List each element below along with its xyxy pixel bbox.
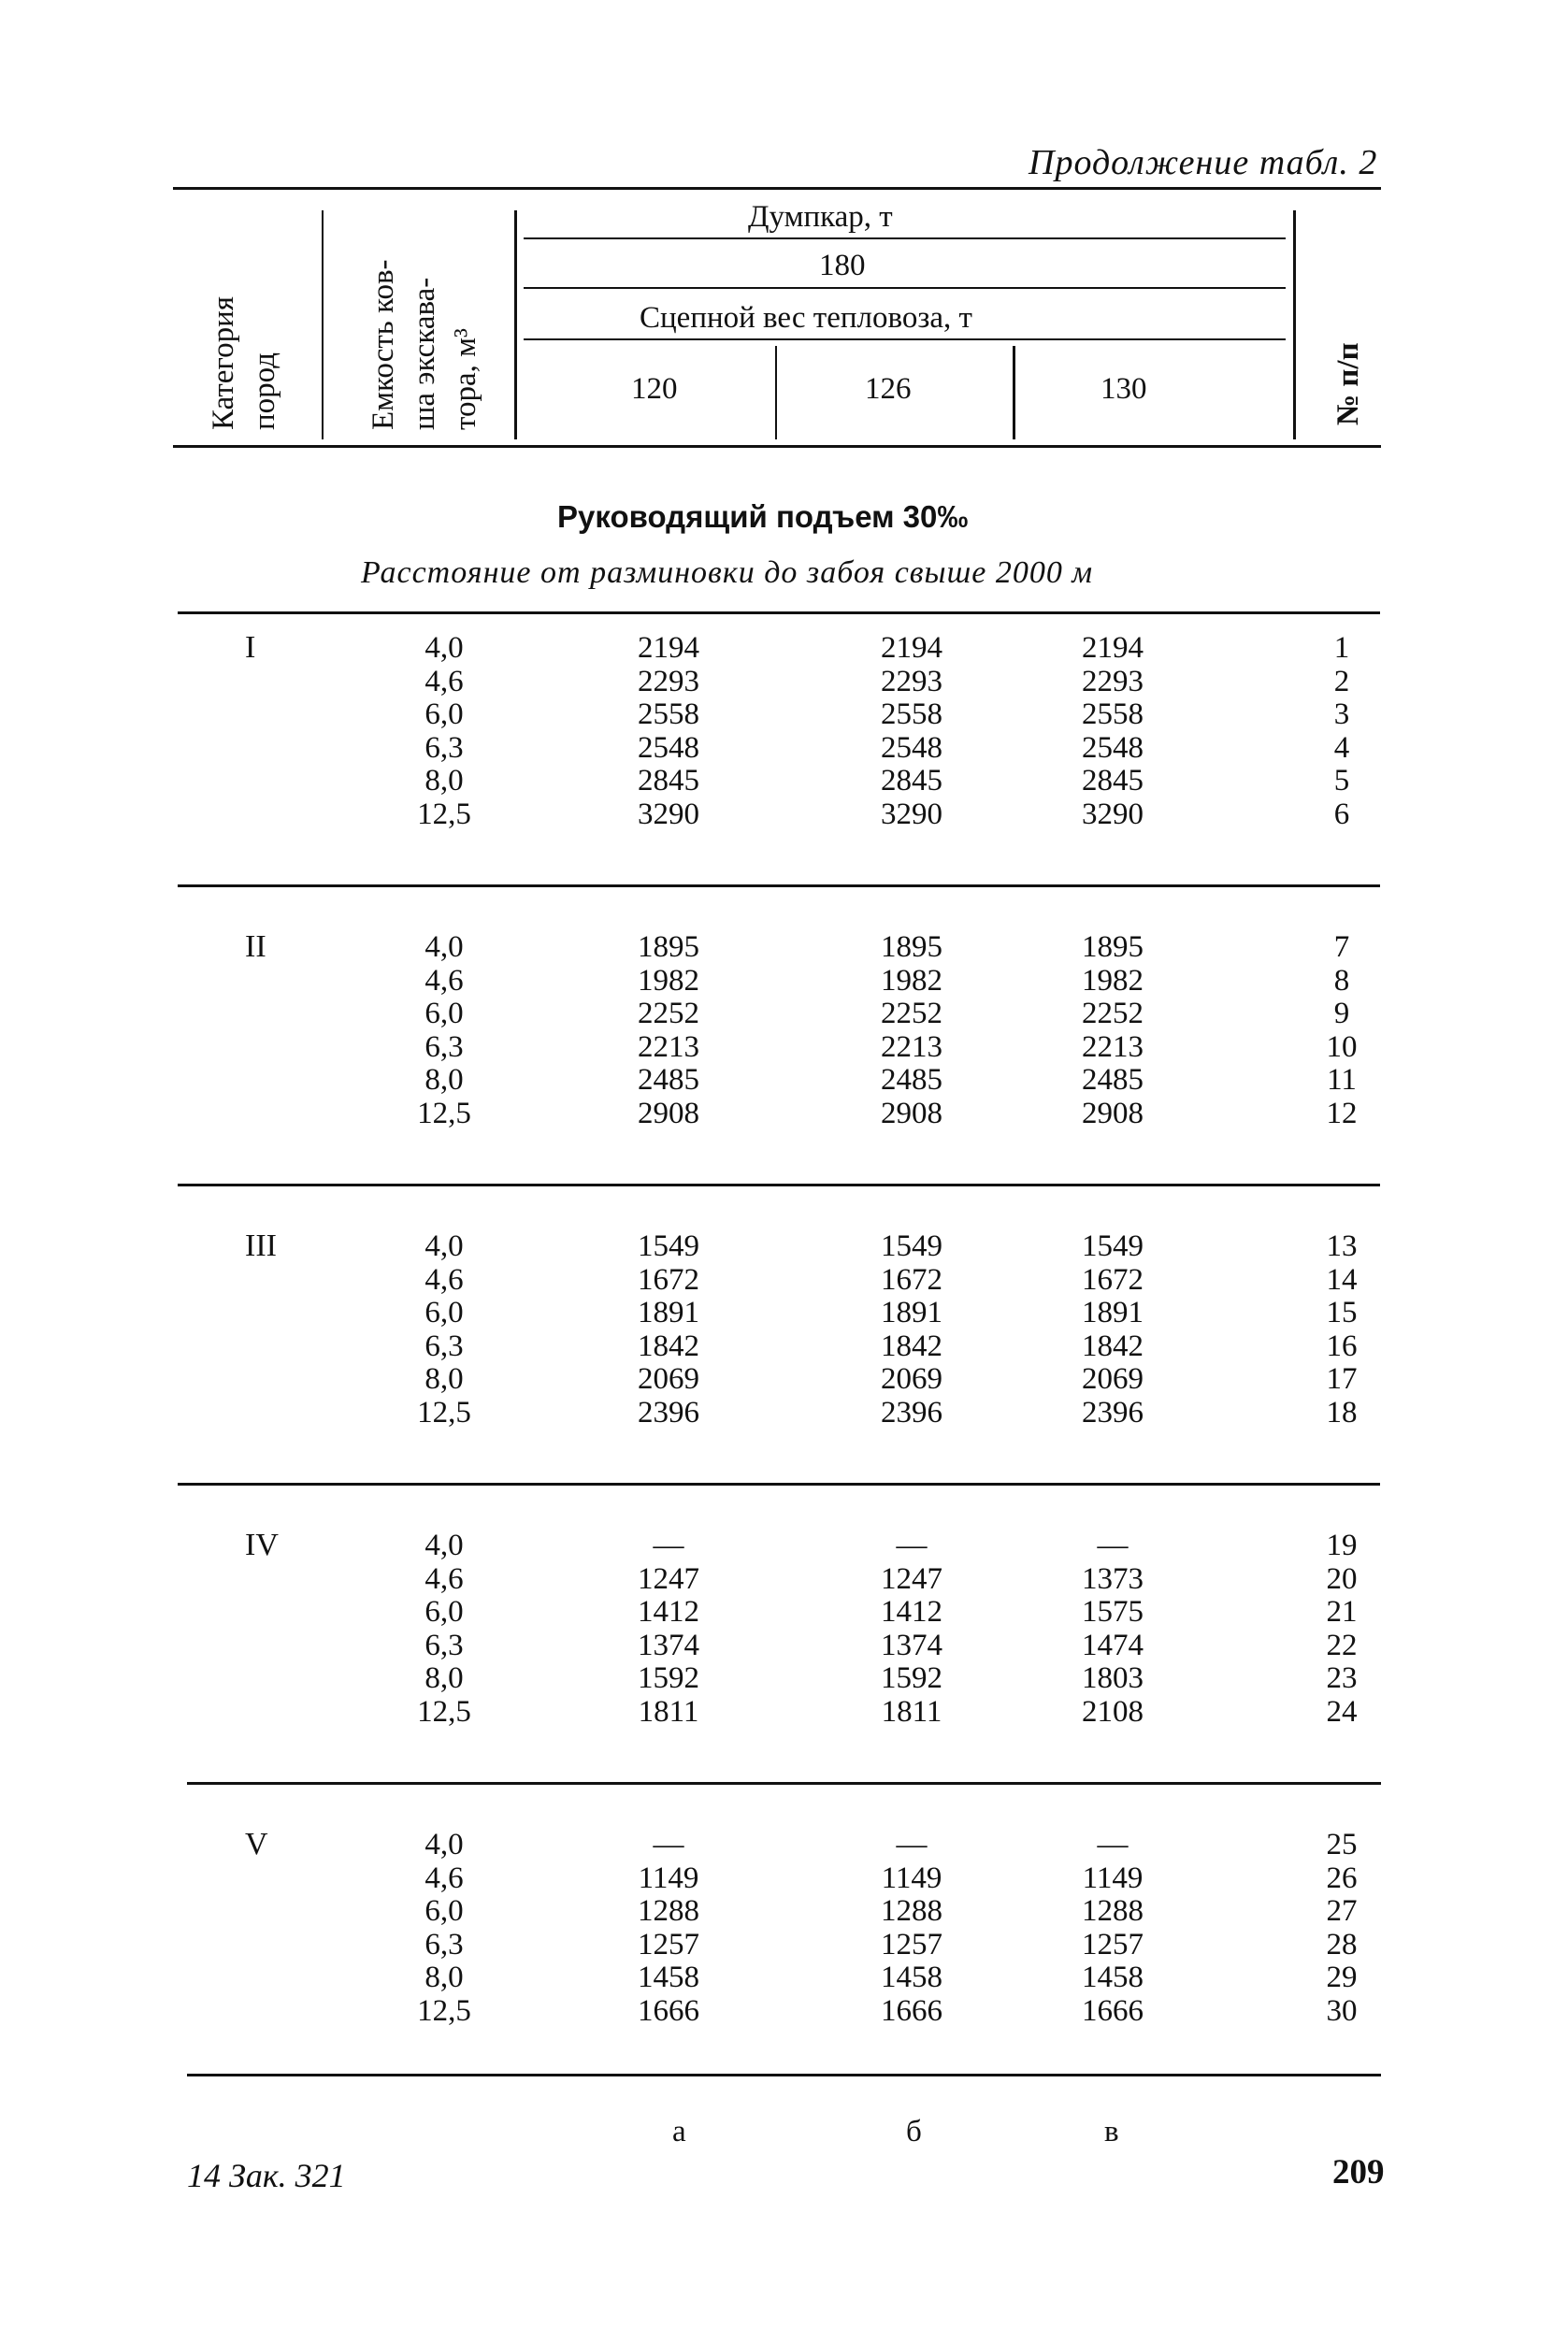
value-a-cell: 1592 xyxy=(638,1661,699,1695)
value-b-cell: 1374 xyxy=(881,1628,942,1662)
header-weight-120: 120 xyxy=(631,372,678,406)
category-label: I xyxy=(245,630,256,665)
value-b-cell: — xyxy=(896,1828,928,1861)
row-number-cell: 23 xyxy=(1326,1661,1358,1695)
row-number-cell: 18 xyxy=(1326,1395,1358,1430)
section-subtitle: Расстояние от разминовки до забоя свыше 2000 м xyxy=(361,555,1094,590)
header-divider-3 xyxy=(1293,210,1296,439)
row-number-cell: 29 xyxy=(1326,1961,1358,1994)
capacity-cell-column xyxy=(402,931,486,1130)
row-number-cell: 1 xyxy=(1333,631,1350,665)
value-c-cell: 2252 xyxy=(1082,997,1144,1030)
row-number-cell-column xyxy=(1309,632,1374,831)
value-a-cell: 2069 xyxy=(638,1362,699,1396)
value-b-cell-column xyxy=(865,931,958,1130)
value-b-cell-column xyxy=(865,1530,958,1729)
row-number-cell: 9 xyxy=(1333,997,1350,1030)
value-b-cell: 2396 xyxy=(881,1395,942,1430)
value-b-cell: 2293 xyxy=(881,664,942,698)
value-b-cell: 1811 xyxy=(881,1694,942,1729)
row-number-cell: 24 xyxy=(1326,1694,1358,1729)
value-c-cell: 1149 xyxy=(1082,1861,1144,1895)
row-number-cell: 4 xyxy=(1333,730,1350,765)
value-c-cell-column xyxy=(1066,1230,1159,1430)
footer-col-a: а xyxy=(672,2115,686,2148)
category-label: II xyxy=(245,929,266,964)
header-weight-126: 126 xyxy=(865,372,912,406)
value-a-cell: 1811 xyxy=(638,1694,699,1729)
value-b-cell-column xyxy=(865,1230,958,1430)
value-a-cell: 1982 xyxy=(638,963,699,998)
row-number-cell: 5 xyxy=(1333,764,1350,797)
capacity-cell-column xyxy=(402,632,486,831)
capacity-cell: 8,0 xyxy=(424,1661,464,1695)
page-number: 209 xyxy=(1332,2153,1385,2191)
value-c-cell-column xyxy=(1066,632,1159,831)
weight-divider-2 xyxy=(1013,346,1015,439)
header-top-rule xyxy=(173,187,1381,190)
capacity-cell: 4,0 xyxy=(424,1828,464,1861)
footer-order-note: 14 Зак. 321 xyxy=(187,2157,346,2194)
value-a-cell: 2396 xyxy=(638,1395,699,1430)
capacity-cell: 4,6 xyxy=(424,1561,464,1596)
row-number-cell: 13 xyxy=(1326,1229,1358,1263)
value-a-cell: 2213 xyxy=(638,1029,699,1064)
capacity-cell: 8,0 xyxy=(424,1362,464,1396)
value-b-cell: 1149 xyxy=(881,1861,942,1895)
header-weight: Сцепной вес тепловоза, т xyxy=(640,301,972,335)
value-c-cell: 1982 xyxy=(1082,963,1144,998)
header-capacity xyxy=(363,259,486,430)
value-b-cell-column xyxy=(865,1829,958,2028)
value-b-cell: 2213 xyxy=(881,1029,942,1064)
value-a-cell: 1666 xyxy=(638,1993,699,2028)
value-b-cell: 2069 xyxy=(881,1362,942,1396)
category-label: IV xyxy=(245,1528,279,1562)
value-a-cell-column xyxy=(622,1530,715,1729)
capacity-cell: 6,3 xyxy=(424,1029,464,1064)
value-a-cell: 1412 xyxy=(638,1595,699,1629)
capacity-cell: 12,5 xyxy=(417,1096,471,1130)
continuation-label: Продолжение табл. 2 xyxy=(1029,143,1378,182)
group-separator-rule xyxy=(178,884,1380,887)
value-c-cell: 1575 xyxy=(1082,1595,1144,1629)
value-b-cell: 2194 xyxy=(881,631,942,665)
value-c-cell: 1891 xyxy=(1082,1296,1144,1329)
value-a-cell: 1149 xyxy=(638,1861,699,1895)
header-category-line: Категория xyxy=(207,296,240,430)
capacity-cell: 4,6 xyxy=(424,664,464,698)
value-c-cell: 1842 xyxy=(1082,1329,1144,1363)
header-number-label: № п/п xyxy=(1331,342,1365,425)
value-a-cell: 1257 xyxy=(638,1927,699,1961)
value-b-cell: 2485 xyxy=(881,1063,942,1097)
capacity-cell: 4,0 xyxy=(424,1229,464,1263)
weight-divider-1 xyxy=(775,346,777,439)
row-number-cell: 6 xyxy=(1333,797,1350,831)
value-a-cell: 1895 xyxy=(638,930,699,964)
row-number-cell: 27 xyxy=(1326,1894,1358,1928)
value-b-cell: 1666 xyxy=(881,1993,942,2028)
value-a-cell-column xyxy=(622,1829,715,2028)
value-c-cell: 2069 xyxy=(1082,1362,1144,1396)
value-c-cell: — xyxy=(1097,1828,1129,1861)
value-c-cell: 1666 xyxy=(1082,1993,1144,2028)
row-number-cell: 15 xyxy=(1326,1296,1358,1329)
header-rule-dumpcar xyxy=(524,237,1286,239)
value-a-cell: 2293 xyxy=(638,664,699,698)
row-number-cell: 17 xyxy=(1326,1362,1358,1396)
value-b-cell: 1982 xyxy=(881,963,942,998)
capacity-cell: 12,5 xyxy=(417,797,471,831)
value-b-cell: 2908 xyxy=(881,1096,942,1130)
capacity-cell: 6,0 xyxy=(424,1296,464,1329)
value-c-cell-column xyxy=(1066,1829,1159,2028)
row-number-cell-column xyxy=(1309,1829,1374,2028)
value-b-cell: 2548 xyxy=(881,730,942,765)
header-bottom-rule xyxy=(173,445,1381,448)
group-separator-rule xyxy=(178,1483,1380,1486)
capacity-cell: 4,0 xyxy=(424,1529,464,1562)
capacity-cell: 4,6 xyxy=(424,1262,464,1297)
row-number-cell: 28 xyxy=(1326,1927,1358,1961)
value-b-cell: 1842 xyxy=(881,1329,942,1363)
row-number-cell: 8 xyxy=(1333,963,1350,998)
value-c-cell: 3290 xyxy=(1082,797,1144,831)
header-divider-1 xyxy=(322,210,324,439)
value-c-cell: 1288 xyxy=(1082,1894,1144,1928)
value-c-cell: 2845 xyxy=(1082,764,1144,797)
value-a-cell: — xyxy=(653,1529,684,1562)
header-category-line: пород xyxy=(248,352,281,430)
value-c-cell: 2485 xyxy=(1082,1063,1144,1097)
value-a-cell: 2548 xyxy=(638,730,699,765)
capacity-cell: 8,0 xyxy=(424,764,464,797)
value-a-cell: 1842 xyxy=(638,1329,699,1363)
value-b-cell: 1672 xyxy=(881,1262,942,1297)
row-number-cell: 25 xyxy=(1326,1828,1358,1861)
value-b-cell: 1247 xyxy=(881,1561,942,1596)
capacity-cell: 6,0 xyxy=(424,1595,464,1629)
value-a-cell-column xyxy=(622,1230,715,1430)
value-a-cell: 1458 xyxy=(638,1961,699,1994)
row-number-cell: 22 xyxy=(1326,1628,1358,1662)
value-a-cell: 2252 xyxy=(638,997,699,1030)
header-capacity-line: Емкость ков- xyxy=(367,259,400,430)
row-number-cell: 16 xyxy=(1326,1329,1358,1363)
value-a-cell: — xyxy=(653,1828,684,1861)
header-weight-130: 130 xyxy=(1100,372,1147,406)
value-b-cell: 1891 xyxy=(881,1296,942,1329)
row-number-cell: 30 xyxy=(1326,1993,1358,2028)
row-number-cell-column xyxy=(1309,1230,1374,1430)
value-c-cell-column xyxy=(1066,1530,1159,1729)
value-c-cell: 1458 xyxy=(1082,1961,1144,1994)
header-dumpcar-value: 180 xyxy=(819,249,866,282)
value-c-cell: — xyxy=(1097,1529,1129,1562)
value-b-cell: 1288 xyxy=(881,1894,942,1928)
header-dumpcar: Думпкар, т xyxy=(748,200,893,234)
value-c-cell: 1672 xyxy=(1082,1262,1144,1297)
header-capacity-line: тора, м³ xyxy=(449,328,482,430)
value-a-cell: 1247 xyxy=(638,1561,699,1596)
row-number-cell: 20 xyxy=(1326,1561,1358,1596)
value-a-cell: 2908 xyxy=(638,1096,699,1130)
row-number-cell: 10 xyxy=(1326,1029,1358,1064)
value-a-cell: 1672 xyxy=(638,1262,699,1297)
group-separator-rule xyxy=(187,1782,1381,1785)
value-a-cell: 1549 xyxy=(638,1229,699,1263)
capacity-cell: 6,3 xyxy=(424,1628,464,1662)
value-b-cell: 2252 xyxy=(881,997,942,1030)
capacity-cell-column xyxy=(402,1829,486,2028)
capacity-cell: 4,0 xyxy=(424,631,464,665)
capacity-cell: 6,3 xyxy=(424,1329,464,1363)
header-rule-weight xyxy=(524,338,1286,340)
category-label: V xyxy=(245,1827,268,1861)
value-a-cell: 1891 xyxy=(638,1296,699,1329)
capacity-cell: 6,3 xyxy=(424,730,464,765)
value-a-cell-column xyxy=(622,632,715,831)
value-a-cell: 2558 xyxy=(638,697,699,731)
value-b-cell: 1549 xyxy=(881,1229,942,1263)
value-a-cell-column xyxy=(622,931,715,1130)
value-c-cell-column xyxy=(1066,931,1159,1130)
value-c-cell: 1895 xyxy=(1082,930,1144,964)
capacity-cell: 8,0 xyxy=(424,1961,464,1994)
group-separator-rule xyxy=(187,2074,1381,2076)
value-c-cell: 1549 xyxy=(1082,1229,1144,1263)
capacity-cell: 12,5 xyxy=(417,1395,471,1430)
group-separator-rule xyxy=(178,1184,1380,1186)
row-number-cell: 11 xyxy=(1327,1063,1357,1097)
row-number-cell: 3 xyxy=(1333,697,1350,731)
value-b-cell: 1895 xyxy=(881,930,942,964)
value-a-cell: 2194 xyxy=(638,631,699,665)
value-c-cell: 1373 xyxy=(1082,1561,1144,1596)
value-c-cell: 2548 xyxy=(1082,730,1144,765)
value-c-cell: 2396 xyxy=(1082,1395,1144,1430)
value-a-cell: 3290 xyxy=(638,797,699,831)
value-b-cell: — xyxy=(896,1529,928,1562)
header-divider-2 xyxy=(514,210,517,439)
value-c-cell: 2908 xyxy=(1082,1096,1144,1130)
category-label: III xyxy=(245,1228,277,1263)
row-number-cell: 14 xyxy=(1326,1262,1358,1297)
data-top-rule xyxy=(178,611,1380,614)
header-capacity-line: ша экскава- xyxy=(408,277,441,430)
capacity-cell: 4,6 xyxy=(424,963,464,998)
capacity-cell: 6,0 xyxy=(424,697,464,731)
row-number-cell: 7 xyxy=(1333,930,1350,964)
footer-col-c: в xyxy=(1104,2115,1119,2148)
capacity-cell: 6,3 xyxy=(424,1927,464,1961)
capacity-cell: 6,0 xyxy=(424,997,464,1030)
footer-col-b: б xyxy=(906,2115,922,2148)
value-c-cell: 2194 xyxy=(1082,631,1144,665)
value-c-cell: 2293 xyxy=(1082,664,1144,698)
capacity-cell-column xyxy=(402,1230,486,1430)
capacity-cell: 4,0 xyxy=(424,930,464,964)
value-b-cell: 1412 xyxy=(881,1595,942,1629)
capacity-cell-column xyxy=(402,1530,486,1729)
value-a-cell: 1374 xyxy=(638,1628,699,1662)
value-a-cell: 2485 xyxy=(638,1063,699,1097)
value-b-cell: 1257 xyxy=(881,1927,942,1961)
row-number-cell: 19 xyxy=(1326,1529,1358,1562)
value-a-cell: 1288 xyxy=(638,1894,699,1928)
row-number-cell: 21 xyxy=(1326,1595,1358,1629)
value-a-cell: 2845 xyxy=(638,764,699,797)
row-number-cell-column xyxy=(1309,1530,1374,1729)
header-number xyxy=(1328,342,1369,425)
row-number-cell: 26 xyxy=(1326,1861,1358,1895)
capacity-cell: 12,5 xyxy=(417,1694,471,1729)
value-c-cell: 1474 xyxy=(1082,1628,1144,1662)
value-b-cell: 2845 xyxy=(881,764,942,797)
row-number-cell-column xyxy=(1309,931,1374,1130)
row-number-cell: 2 xyxy=(1333,664,1350,698)
capacity-cell: 12,5 xyxy=(417,1993,471,2028)
value-b-cell-column xyxy=(865,632,958,831)
capacity-cell: 4,6 xyxy=(424,1861,464,1895)
value-c-cell: 1257 xyxy=(1082,1927,1144,1961)
section-title: Руководящий подъем 30‰ xyxy=(557,499,969,534)
value-c-cell: 2213 xyxy=(1082,1029,1144,1064)
value-c-cell: 2108 xyxy=(1082,1694,1144,1729)
value-b-cell: 3290 xyxy=(881,797,942,831)
header-category xyxy=(203,296,285,430)
row-number-cell: 12 xyxy=(1326,1096,1358,1130)
value-b-cell: 2558 xyxy=(881,697,942,731)
capacity-cell: 6,0 xyxy=(424,1894,464,1928)
value-c-cell: 1803 xyxy=(1082,1661,1144,1695)
header-rule-value xyxy=(524,287,1286,289)
value-b-cell: 1592 xyxy=(881,1661,942,1695)
value-c-cell: 2558 xyxy=(1082,697,1144,731)
capacity-cell: 8,0 xyxy=(424,1063,464,1097)
value-b-cell: 1458 xyxy=(881,1961,942,1994)
